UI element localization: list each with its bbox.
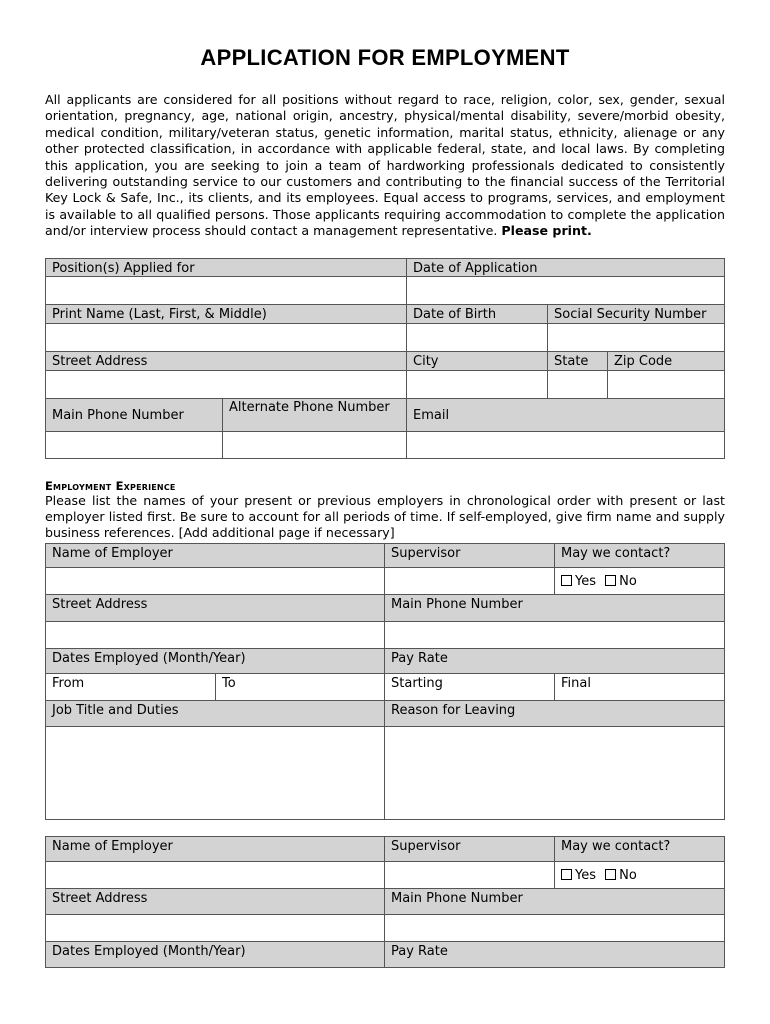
employer-name-field[interactable] (45, 567, 385, 595)
employer-name-label: Name of Employer (45, 543, 385, 568)
city-field[interactable] (406, 370, 548, 399)
employer-name-field[interactable] (45, 861, 385, 889)
to-field[interactable]: To (215, 673, 385, 701)
main-phone-field[interactable] (45, 431, 223, 459)
dob-label: Date of Birth (406, 304, 548, 324)
dates-employed-label: Dates Employed (Month/Year) (45, 941, 385, 968)
city-label: City (406, 351, 548, 371)
ssn-label: Social Security Number (547, 304, 725, 324)
zip-label: Zip Code (607, 351, 725, 371)
ssn-field[interactable] (547, 323, 725, 352)
employer-phone-label: Main Phone Number (384, 888, 725, 915)
street-label: Street Address (45, 351, 407, 371)
reason-leaving-label: Reason for Leaving (384, 700, 725, 727)
yes-checkbox[interactable] (561, 869, 572, 880)
yes-label: Yes (575, 574, 596, 589)
state-label: State (547, 351, 608, 371)
no-checkbox[interactable] (605, 869, 616, 880)
no-checkbox[interactable] (605, 575, 616, 586)
pay-rate-label: Pay Rate (384, 648, 725, 674)
intro-text: All applicants are considered for all positions without regard to race, religion, color, sex, gender, sexual orientation, pregnancy, age, national origin, ancestry, physical/mental disability, severe/morbid obesity, medical condition, military/veteran status, genetic information, marital status, ethnicity, alienage or any other protected classification, in accordance with applicable federal, state, and local laws. By completing this application, you are seeking to join a team of hardworking professionals dedicated to consistently delivering outstanding service to our customers and contributing to the financial success of the Territorial Key Lock & Safe, Inc., its clients, and its employees. Equal access to programs, services, and employment is available to all qualified persons. Those applicants requiring accommodation to complete the application and/or interview process should contact a management representative. (45, 92, 725, 239)
alt-phone-label: Alternate Phone Number (222, 398, 407, 432)
may-contact-label: May we contact? (554, 836, 725, 862)
employer-phone-field[interactable] (384, 914, 725, 942)
may-contact-label: May we contact? (554, 543, 725, 568)
page-title: APPLICATION FOR EMPLOYMENT (200, 45, 570, 70)
main-phone-label: Main Phone Number (45, 398, 223, 432)
employer-phone-field[interactable] (384, 621, 725, 649)
supervisor-label: Supervisor (384, 836, 555, 862)
reason-leaving-field[interactable] (384, 726, 725, 820)
no-label: No (619, 868, 637, 883)
supervisor-label: Supervisor (384, 543, 555, 568)
zip-field[interactable] (607, 370, 725, 399)
state-field[interactable] (547, 370, 608, 399)
alt-phone-field[interactable] (222, 431, 407, 459)
position-field[interactable] (45, 276, 407, 305)
employer-name-label: Name of Employer (45, 836, 385, 862)
pay-rate-label: Pay Rate (384, 941, 725, 968)
may-contact-options (554, 567, 725, 595)
final-pay-field[interactable]: Final (554, 673, 725, 701)
date-application-field[interactable] (406, 276, 725, 305)
date-application-label: Date of Application (406, 258, 725, 277)
from-field[interactable]: From (45, 673, 216, 701)
job-title-field[interactable] (45, 726, 385, 820)
employer-street-label: Street Address (45, 594, 385, 622)
intro-paragraph (45, 92, 725, 240)
yes-label: Yes (575, 868, 596, 883)
street-field[interactable] (45, 370, 407, 399)
no-label: No (619, 574, 637, 589)
employer-street-label: Street Address (45, 888, 385, 915)
employment-heading: Employment Experience (45, 479, 176, 493)
print-name-field[interactable] (45, 323, 407, 352)
dates-employed-label: Dates Employed (Month/Year) (45, 648, 385, 674)
job-title-label: Job Title and Duties (45, 700, 385, 727)
starting-pay-field[interactable]: Starting (384, 673, 555, 701)
supervisor-field[interactable] (384, 861, 555, 889)
employer-street-field[interactable] (45, 914, 385, 942)
intro-emphasis: Please print. (501, 223, 592, 239)
may-contact-options (554, 861, 725, 889)
dob-field[interactable] (406, 323, 548, 352)
employer-phone-label: Main Phone Number (384, 594, 725, 622)
email-field[interactable] (406, 431, 725, 459)
employer-street-field[interactable] (45, 621, 385, 649)
yes-checkbox[interactable] (561, 575, 572, 586)
supervisor-field[interactable] (384, 567, 555, 595)
email-label: Email (406, 398, 725, 432)
position-label: Position(s) Applied for (45, 258, 407, 277)
employment-instructions: Please list the names of your present or previous employers in chronological order with present or last employer listed first. Be sure to account for all periods of time. If self-employed, give firm name and supply business references. [Add additional page if necessary] (45, 493, 725, 540)
print-name-label: Print Name (Last, First, & Middle) (45, 304, 407, 324)
